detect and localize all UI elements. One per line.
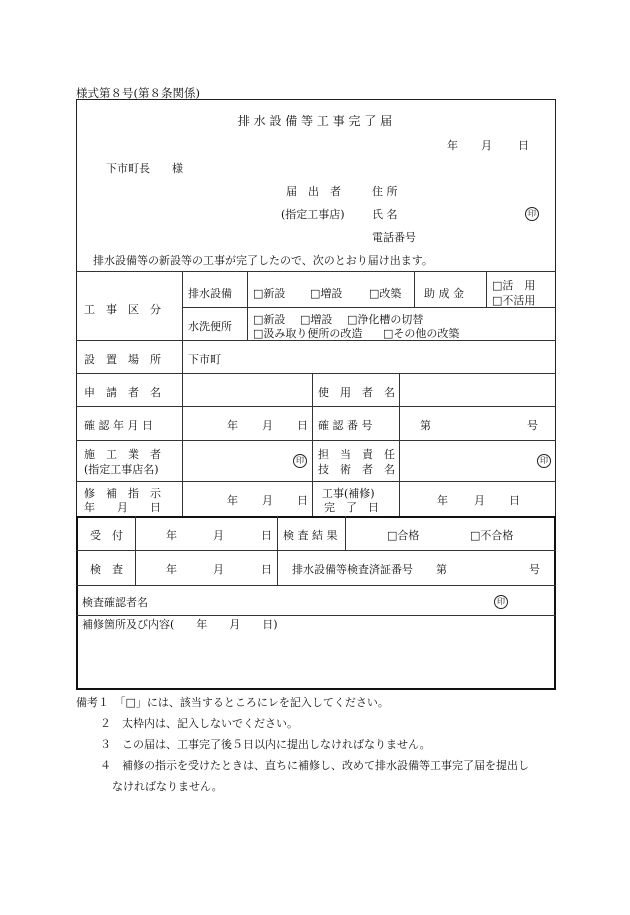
address-label: 住 所: [372, 185, 398, 198]
inspection-fail[interactable]: □不合格: [470, 529, 514, 542]
subsidy-option-use[interactable]: □活 用: [492, 279, 536, 292]
date-year: 年: [447, 139, 458, 152]
user-label: 使 用 者 名: [318, 386, 395, 399]
certificate-prefix: 第: [436, 563, 447, 576]
confirm-date-month: 月: [262, 419, 273, 432]
divider: [76, 373, 556, 374]
seal-mark: 印: [525, 207, 539, 221]
submitter-sub-label: (指定工事店): [281, 208, 345, 221]
addressee: 下市町長 様: [106, 162, 183, 175]
location-value: 下市町: [188, 353, 221, 366]
divider: [247, 271, 248, 340]
subsidy-label: 助 成 金: [424, 287, 464, 300]
note-2: ２ 太枠内は、記入しないでください。: [100, 717, 298, 730]
certificate-suffix: 号: [529, 563, 540, 576]
completion-date-month: 月: [474, 494, 485, 507]
divider: [414, 271, 415, 307]
contractor-sub-label: (指定工事店名): [84, 463, 159, 476]
inspection-day: 日: [261, 563, 272, 576]
submitter-label: 届 出 者: [286, 185, 341, 198]
inspection-pass[interactable]: □合格: [387, 529, 420, 542]
drainage-option-new[interactable]: □新設: [253, 287, 286, 300]
divider: [76, 550, 556, 551]
confirm-no-prefix: 第: [420, 419, 431, 432]
seal-mark: 印: [293, 454, 307, 468]
divider: [76, 440, 556, 441]
receipt-label: 受 付: [90, 529, 123, 542]
subsidy-option-nouse[interactable]: □不活用: [492, 294, 536, 307]
repair-date-year: 年: [227, 494, 238, 507]
toilet-option-other[interactable]: □その他の改築: [383, 327, 460, 340]
seal-mark: 印: [494, 595, 508, 609]
engineer-label: 担 当 責 任: [318, 448, 395, 461]
form-number: 様式第８号(第８条関係): [76, 86, 200, 100]
inspection-result-label: 検 査 結 果: [283, 529, 338, 542]
date-day: 日: [518, 139, 529, 152]
receipt-year: 年: [166, 529, 177, 542]
note-4: ４ 補修の指示を受けたときは、直ちに補修し、改めて排水設備等工事完了届を提出し: [100, 759, 529, 772]
divider: [76, 585, 556, 586]
name-label: 氏 名: [372, 208, 398, 221]
completion-date-year: 年: [437, 494, 448, 507]
form-title: 排 水 設 備 等 工 事 完 了 届: [237, 114, 393, 128]
certificate-label: 排水設備等検査済証番号: [292, 563, 413, 576]
divider: [312, 373, 313, 516]
divider: [182, 271, 183, 516]
repair-date-month: 月: [262, 494, 273, 507]
drainage-option-extend[interactable]: □増設: [310, 287, 343, 300]
divider: [345, 516, 346, 550]
divider: [76, 406, 556, 407]
note-4-cont: なければなりません。: [112, 780, 223, 793]
divider: [76, 481, 556, 482]
applicant-label: 申 請 者 名: [84, 386, 161, 399]
work-category-label: 工 事 区 分: [84, 303, 161, 316]
confirm-no-label: 確 認 番 号: [318, 419, 373, 432]
repair-detail-label: 補修箇所及び内容( 年 月 日): [82, 618, 278, 631]
divider: [76, 271, 556, 272]
divider: [135, 516, 136, 585]
toilet-option-new[interactable]: □新設: [253, 313, 286, 326]
toilet-option-switch[interactable]: □浄化槽の切替: [347, 313, 424, 326]
divider: [277, 516, 278, 585]
receipt-month: 月: [213, 529, 224, 542]
date-month: 月: [481, 139, 492, 152]
inspector-label: 検査確認者名: [82, 596, 148, 609]
confirm-date-label: 確 認 年 月 日: [84, 419, 153, 432]
completion-label: 工事(補修): [322, 487, 375, 500]
location-label: 設 置 場 所: [84, 353, 161, 366]
divider: [486, 271, 487, 307]
completion-date-day: 日: [509, 494, 520, 507]
phone-label: 電話番号: [372, 231, 416, 244]
toilet-label: 水洗便所: [188, 320, 232, 333]
notes: [76, 692, 529, 797]
completion-sub-label: 完 了 日: [324, 501, 379, 514]
statement: 排水設備等の新設等の工事が完了したので、次のとおり届け出ます。: [93, 254, 433, 267]
repair-order-label: 修 補 指 示: [84, 487, 161, 500]
confirm-no-suffix: 号: [527, 419, 538, 432]
note-3: ３ この届は、工事完了後５日以内に提出しなければなりません。: [100, 738, 431, 751]
drainage-label: 排水設備: [188, 287, 232, 300]
repair-date-day: 日: [297, 494, 308, 507]
confirm-date-day: 日: [297, 419, 308, 432]
toilet-option-extend[interactable]: □増設: [300, 313, 333, 326]
inspection-label: 検 査: [90, 563, 123, 576]
toilet-option-convert[interactable]: □汲み取り便所の改造: [253, 327, 363, 340]
receipt-day: 日: [261, 529, 272, 542]
repair-order-sub-label: 年 月 日: [84, 501, 161, 514]
inspection-year: 年: [166, 563, 177, 576]
contractor-label: 施 工 業 者: [84, 448, 161, 461]
drainage-option-rebuild[interactable]: □改築: [369, 287, 402, 300]
confirm-date-year: 年: [227, 419, 238, 432]
engineer-sub-label: 技 術 者 名: [318, 463, 395, 476]
inspection-month: 月: [213, 563, 224, 576]
divider: [399, 373, 400, 516]
note-1: 備考１ 「□」には、該当するところにレを記入してください。: [76, 696, 389, 709]
seal-mark: 印: [537, 454, 551, 468]
